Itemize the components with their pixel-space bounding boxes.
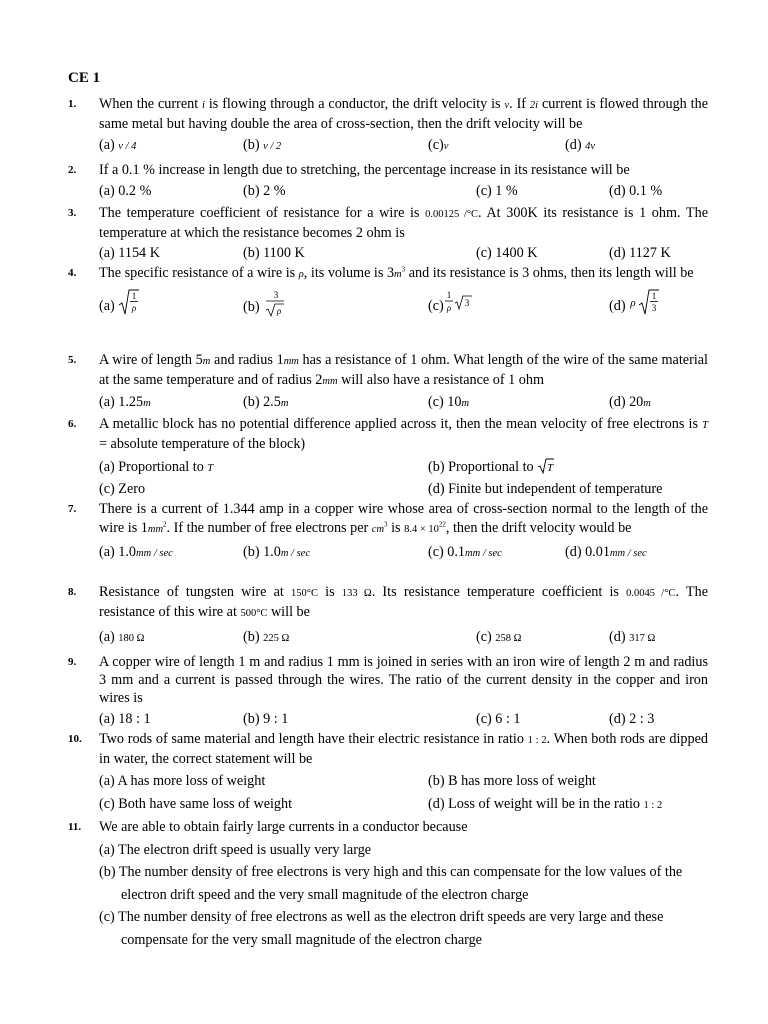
rho-sqrt-one-third — [629, 288, 661, 316]
question-8 — [68, 583, 708, 647]
options — [99, 710, 708, 729]
option-c[interactable]: (c) 258 Ω — [476, 629, 522, 645]
option-c[interactable]: (c) 1400 K — [476, 245, 538, 261]
option-d[interactable]: (d) Finite but independent of temperature — [428, 481, 663, 497]
option-b[interactable]: (b) B has more loss of weight — [428, 773, 596, 789]
three-over-sqrt-rho — [263, 288, 285, 318]
svg-text:1: 1 — [132, 291, 137, 302]
question-stem: The specific resistance of a wire is ρ, its volume is $3m^3$ and its resistance is 3 ohms, then its length will be — [99, 265, 694, 281]
svg-text:1: 1 — [446, 290, 451, 301]
option-d[interactable]: (d) Loss of weight will be in the ratio 1 : 2 — [428, 796, 663, 812]
question-stem: A metallic block has no potential difference applied across it, then the mean velocity of free electrons is T = absolute temperature of the block) — [99, 416, 708, 452]
option-c[interactable]: (c) The number density of free electrons as well as the electron drift speeds are very large and these compensate for the very small magnitude of the electron charge — [99, 909, 664, 948]
option-a[interactable]: (a) 18 : 1 — [99, 711, 151, 727]
svg-text:3: 3 — [651, 303, 657, 314]
question-11 — [68, 816, 708, 951]
option-a[interactable]: (a) v / 4 — [99, 137, 137, 153]
option-a[interactable]: (a) The electron drift speed is usually very large — [99, 841, 372, 858]
options — [99, 136, 708, 155]
question-stem: A copper wire of length 1 m and radius 1 mm is joined in series with an iron wire of length 2 m and radius 3 mm and a current is passed through the wires. The ratio of the current density in the copper and iron wires is — [99, 654, 708, 706]
option-b[interactable]: (b) 2 % — [243, 183, 286, 199]
question-number: 1. — [68, 98, 77, 110]
option-a[interactable]: (a) 0.2 % — [99, 183, 152, 199]
question-6 — [68, 415, 708, 499]
options — [99, 292, 708, 322]
option-c[interactable]: (c) Zero — [99, 481, 146, 497]
option-d[interactable]: (d) 4v — [565, 137, 596, 153]
option-c[interactable]: (c) 1 % — [476, 183, 518, 199]
question-number: 2. — [68, 164, 77, 176]
option-d[interactable]: (d) 2 : 3 — [609, 711, 655, 727]
sqrt-one-over-rho — [118, 288, 140, 316]
options — [99, 543, 708, 562]
svg-text:ρ: ρ — [446, 303, 451, 314]
option-a[interactable]: (a) A has more loss of weight — [99, 773, 266, 789]
question-number: 5. — [68, 354, 77, 366]
question-7 — [68, 500, 708, 562]
svg-text:ρ: ρ — [276, 306, 282, 316]
question-stem: When the current i is flowing through a conductor, the drift velocity is v. If 2i current is flowed through the same metal but having double the area of cross-section, then the drift velocity will be — [99, 96, 708, 132]
one-over-rho-root-three — [444, 288, 474, 316]
question-number: 4. — [68, 267, 77, 279]
option-c[interactable]: (c) 1 ρ 3 — [428, 297, 474, 316]
option-b[interactable]: (b) 1100 K — [243, 245, 305, 261]
question-10 — [68, 730, 708, 814]
question-stem: We are able to obtain fairly large currents in a conductor because — [99, 819, 468, 835]
option-d[interactable]: (d) 0.1 % — [609, 183, 663, 199]
question-number: 10. — [68, 733, 82, 745]
question-stem: If a 0.1 % increase in length due to stretching, the percentage increase in its resistance will be — [99, 162, 630, 178]
option-b[interactable]: (b) v / 2 — [243, 137, 282, 153]
options — [99, 628, 708, 647]
options — [99, 458, 708, 477]
question-2 — [68, 161, 708, 201]
svg-text:3: 3 — [273, 290, 279, 300]
option-b[interactable]: (b) 3 ρ — [243, 297, 285, 318]
question-1 — [68, 95, 708, 155]
option-b[interactable]: (b) The number density of free electrons is very high and this can compensate for the low values of the electron drift speed and the very small magnitude of the electron charge — [99, 864, 683, 903]
option-b[interactable]: (b) Proportional to T — [428, 459, 554, 475]
svg-text:ρ: ρ — [630, 297, 636, 310]
option-b[interactable]: (b) 1.0m / sec — [243, 544, 310, 560]
option-d[interactable]: (d) 317 Ω — [609, 629, 656, 645]
options — [99, 772, 708, 791]
option-a[interactable]: (a) 1154 K — [99, 245, 160, 261]
options — [99, 393, 708, 412]
question-number: 7. — [68, 503, 77, 515]
option-d[interactable]: (d) ρ 1 3 — [609, 297, 661, 316]
option-a[interactable]: (a) 1.0mm / sec — [99, 544, 173, 560]
option-a[interactable]: (a) 180 Ω — [99, 629, 145, 645]
question-stem: Two rods of same material and length have their electric resistance in ratio 1 : 2. When both rods are dipped in water, the correct statement will be — [99, 731, 708, 767]
question-number: 11. — [68, 821, 82, 833]
question-stem: A wire of length 5m and radius 1mm has a resistance of 1 ohm. What length of the wire of the same material at the same temperature and of radius 2mm will also have a resistance of 1 ohm — [99, 352, 708, 388]
option-c[interactable]: (c) 0.1mm / sec — [428, 544, 502, 560]
question-number: 9. — [68, 656, 77, 668]
option-a[interactable]: (a) Proportional to T — [99, 459, 214, 475]
option-c[interactable]: (c) 6 : 1 — [476, 711, 521, 727]
option-d[interactable]: (d) 0.01mm / sec — [565, 544, 647, 560]
svg-text:1: 1 — [651, 291, 657, 302]
option-a[interactable]: (a) 1 ρ — [99, 297, 140, 316]
sqrt-T — [537, 458, 555, 474]
question-stem: Resistance of tungsten wire at 150°C is 133 Ω. Its resistance temperature coefficient is 0.0045 /°C. The resistance of this wire at 500°C will be — [99, 584, 708, 620]
option-d[interactable]: (d) 20m — [609, 394, 651, 410]
question-stem: The temperature coefficient of resistance for a wire is 0.00125 /°C. At 300K its resistance is 1 ohm. The temperature at which the resistance becomes 2 ohm is — [99, 205, 708, 241]
question-3 — [68, 204, 708, 263]
option-c[interactable]: (c)v — [428, 137, 449, 153]
option-b[interactable]: (b) 225 Ω — [243, 629, 290, 645]
option-b[interactable]: (b) 9 : 1 — [243, 711, 289, 727]
option-c[interactable]: (c) 10m — [428, 394, 470, 410]
question-number: 6. — [68, 418, 77, 430]
question-number: 8. — [68, 586, 77, 598]
svg-text:T: T — [547, 461, 554, 474]
question-number: 3. — [68, 207, 77, 219]
page-title: CE 1 — [68, 70, 101, 86]
question-4 — [68, 264, 708, 322]
question-9 — [68, 653, 708, 729]
question-5 — [68, 351, 708, 412]
options — [99, 480, 708, 499]
question-stem: There is a current of 1.344 amp in a copper wire whose area of cross-section normal to the length of the wire is $1mm^2$. If the number of free electrons per $cm^3$ is $8.4 \times 10^{22}$, then the drift velocity would be — [99, 501, 708, 536]
option-b[interactable]: (b) 2.5m — [243, 394, 289, 410]
options — [99, 244, 708, 263]
svg-text:ρ: ρ — [132, 303, 137, 314]
option-c[interactable]: (c) Both have same loss of weight — [99, 796, 293, 812]
svg-text:3: 3 — [464, 298, 469, 309]
option-a[interactable]: (a) 1.25m — [99, 394, 151, 410]
option-d[interactable]: (d) 1127 K — [609, 245, 671, 261]
options — [99, 795, 708, 814]
options — [99, 182, 708, 201]
